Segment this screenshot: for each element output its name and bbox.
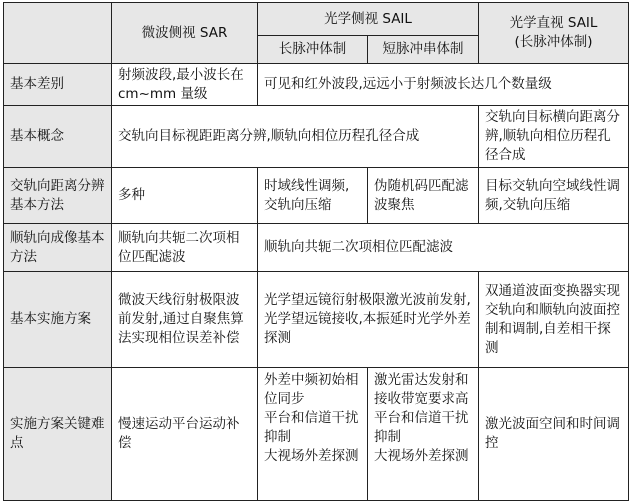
row-along-track-imaging <box>4 224 629 272</box>
row-label-implementation: 基本实施方案 <box>4 272 112 368</box>
difficulty-item: 大视场外差探测 <box>374 448 469 464</box>
cell-basic-difference-microwave: 射频波段,最小波长在 cm~mm 量级 <box>112 64 258 106</box>
cell-basic-concept-direct: 交轨向目标横向距离分辨,顺轨向相位历程孔径合成 <box>479 106 629 168</box>
difficulty-item: 外差中频初始相位同步 <box>264 372 359 407</box>
row-label-basic-concept: 基本概念 <box>4 106 112 168</box>
difficulty-item: 平台和信道干扰抑制 <box>264 410 359 445</box>
row-basic-difference <box>4 64 629 106</box>
cell-cross-track-long-pulse: 时域线性调频,交轨向压缩 <box>258 168 368 224</box>
cell-basic-difference-optical: 可见和红外波段,远远小于射频波长达几个数量级 <box>258 64 629 106</box>
difficulty-item: 平台和信道干扰抑制 <box>374 410 469 445</box>
header-microwave-sar: 微波侧视 SAR <box>112 3 258 64</box>
difficulty-item: 大视场外差探测 <box>264 448 359 464</box>
cell-implementation-optical-side: 光学望远镜衍射极限激光波前发射,光学望远镜接收,本振延时光学外差探测 <box>258 272 479 368</box>
header-short-pulse: 短脉冲串体制 <box>368 36 479 64</box>
row-label-along-track-imaging: 顺轨向成像基本方法 <box>4 224 112 272</box>
cell-along-track-microwave: 顺轨向共轭二次项相位匹配滤波 <box>112 224 258 272</box>
sar-sail-comparison-table <box>3 2 629 501</box>
header-optical-direct-title: 光学直视 SAIL <box>509 15 598 31</box>
cell-difficulties-long-pulse <box>258 368 368 501</box>
cell-implementation-direct: 双通道波面变换器实现交轨向和顺轨向波面控制和调制,自差相干探测 <box>479 272 629 368</box>
cell-difficulties-direct: 激光波面空间和时间调控 <box>479 368 629 501</box>
cell-cross-track-microwave: 多种 <box>112 168 258 224</box>
row-cross-track-method <box>4 168 629 224</box>
cell-cross-track-short-pulse: 伪随机码匹配滤波聚焦 <box>368 168 479 224</box>
cell-along-track-optical: 顺轨向共轭二次项相位匹配滤波 <box>258 224 629 272</box>
header-row-1 <box>4 3 629 36</box>
row-label-key-difficulties: 实施方案关键难点 <box>4 368 112 501</box>
row-label-cross-track-method: 交轨向距离分辨基本方法 <box>4 168 112 224</box>
cell-implementation-microwave: 微波天线衍射极限波前发射,通过自聚焦算法实现相位误差补偿 <box>112 272 258 368</box>
header-optical-direct-subtitle: (长脉冲体制) <box>514 34 593 50</box>
cell-basic-concept-side: 交轨向目标视距距离分辨,顺轨向相位历程孔径合成 <box>112 106 479 168</box>
cell-difficulties-microwave: 慢速运动平台运动补偿 <box>112 368 258 501</box>
header-long-pulse: 长脉冲体制 <box>258 36 368 64</box>
row-key-difficulties <box>4 368 629 501</box>
header-optical-side-sail: 光学侧视 SAIL <box>258 3 479 36</box>
row-label-basic-difference: 基本差别 <box>4 64 112 106</box>
row-basic-concept <box>4 106 629 168</box>
difficulty-item: 激光雷达发射和接收带宽要求高 <box>374 372 469 407</box>
cell-difficulties-short-pulse <box>368 368 479 501</box>
header-corner-cell <box>4 3 112 64</box>
row-implementation <box>4 272 629 368</box>
cell-cross-track-direct: 目标交轨向空域线性调频,交轨向压缩 <box>479 168 629 224</box>
header-optical-direct-sail <box>479 3 629 64</box>
